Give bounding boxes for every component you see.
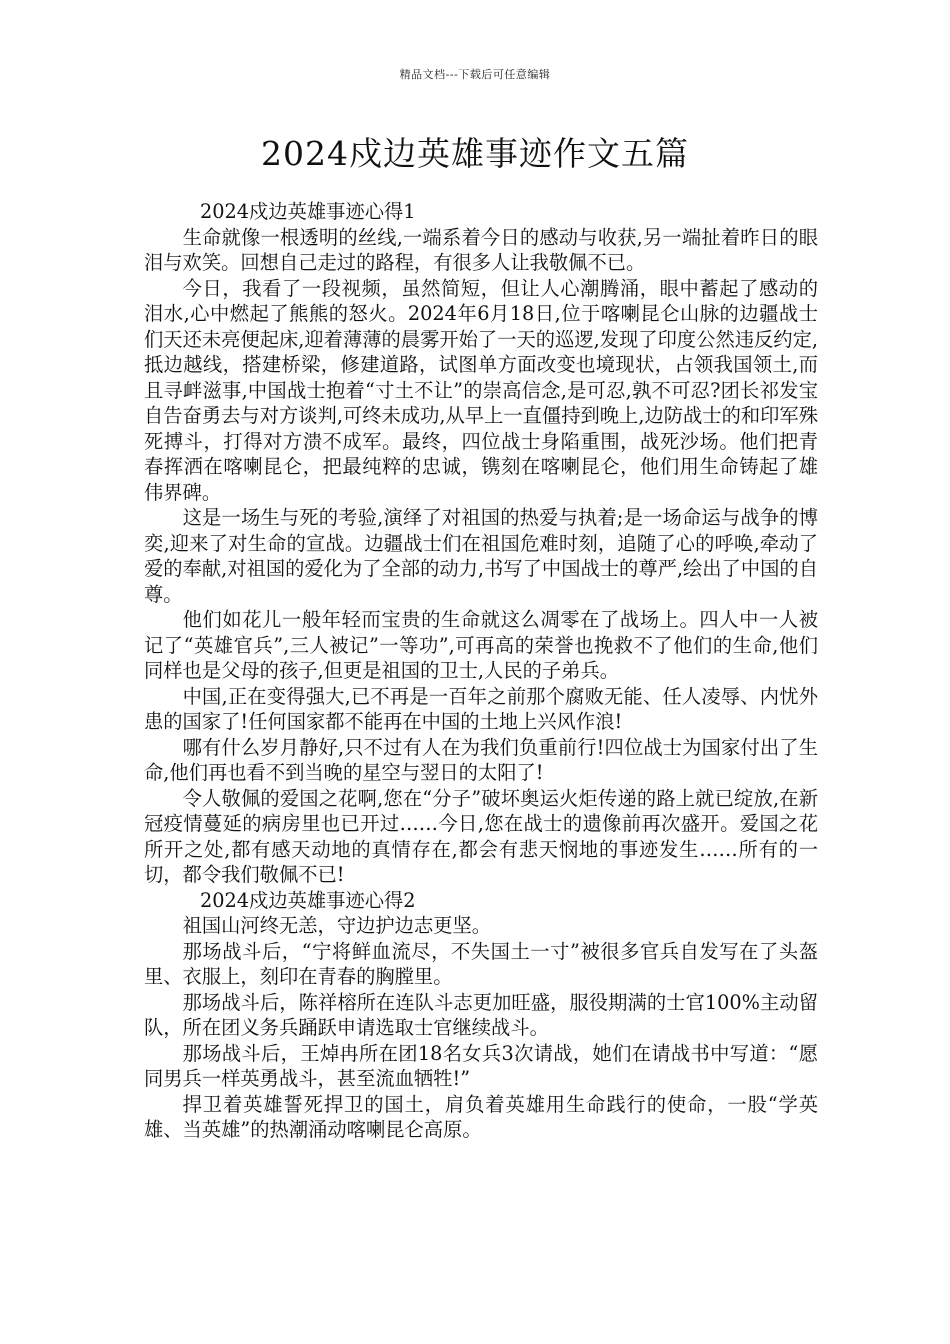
body-paragraph: 捍卫着英雄誓死捍卫的国土，肩负着英雄用生命践行的使命，一股“学英雄、当英雄”的热潮涌动喀喇昆仑高原。 (144, 1092, 818, 1141)
body-paragraph: 那场战斗后，王焯冉所在团18名女兵3次请战，她们在请战书中写道：“愿同男兵一样英勇战斗，甚至流血牺牲!” (144, 1041, 818, 1090)
body-paragraph: 祖国山河终无恙，守边护边志更坚。 (182, 914, 492, 937)
page-header-watermark: 精品文档---下载后可任意编辑 (399, 68, 551, 81)
body-paragraph: 哪有什么岁月静好,只不过有人在为我们负重前行!四位战士为国家付出了生命,他们再也看不到当晚的星空与翌日的太阳了! (144, 735, 818, 784)
body-paragraph: 那场战斗后，“宁将鲜血流尽，不失国土一寸”被很多官兵自发写在了头盔里、衣服上，刻印在青春的胸膛里。 (144, 939, 818, 988)
body-paragraph: 这是一场生与死的考验,演绎了对祖国的热爱与执着;是一场命运与战争的博奕,迎来了对生命的宣战。边疆战士们在祖国危难时刻，追随了心的呼唤,牵动了爱的奉献,对祖国的爱化为了全部的动力,书写了中国战士的尊严,绘出了中国的自尊。 (144, 506, 818, 606)
document-title: 2024戍边英雄事迹作文五篇 (261, 134, 689, 173)
body-paragraph: 中国,正在变得强大,已不再是一百年之前那个腐败无能、任人凌辱、内忧外患的国家了!任何国家都不能再在中国的土地上兴风作浪! (144, 684, 818, 733)
body-paragraph: 生命就像一根透明的丝线,一端系着今日的感动与收获,另一端扯着昨日的眼泪与欢笑。回想自己走过的路程，有很多人让我敬佩不已。 (144, 225, 818, 274)
section-heading: 2024戍边英雄事迹心得1 (199, 200, 416, 223)
body-paragraph: 那场战斗后，陈祥榕所在连队斗志更加旺盛，服役期满的士官100%主动留队，所在团义务兵踊跃申请选取士官继续战斗。 (144, 990, 818, 1039)
body-paragraph: 今日，我看了一段视频，虽然简短，但让人心潮腾涌，眼中蓄起了感动的泪水,心中燃起了熊熊的怒火。2024年6月18日,位于喀喇昆仑山脉的边疆战士们天还未亮便起床,迎着薄薄的晨雾开始了一天的巡逻,发现了印度公然违反约定,抵边越线，搭建桥梁，修建道路，试图单方面改变也境现状，占领我国领土,而且寻衅滋事,中国战士抱着“寸土不让”的崇高信念,是可忍,孰不可忍?团长祁发宝自告奋勇去与对方谈判,可终未成功,从早上一直僵持到晚上,边防战士的和印军殊死搏斗，打得对方溃不成军。最终，四位战士身陷重围，战死沙场。他们把青春挥洒在喀喇昆仑，把最纯粹的忠诚，镌刻在喀喇昆仑，他们用生命铸起了雄伟界碑。 (144, 276, 818, 504)
document-body (144, 199, 818, 1143)
body-paragraph: 他们如花儿一般年轻而宝贵的生命就这么凋零在了战场上。四人中一人被记了“英雄官兵”,三人被记”一等功”,可再高的荣誉也挽救不了他们的生命,他们同样也是父母的孩子,但更是祖国的卫士,人民的子弟兵。 (144, 608, 818, 682)
body-paragraph: 令人敬佩的爱国之花啊,您在“分子”破坏奥运火炬传递的路上就已绽放,在新冠疫情蔓延的病房里也已开过……今日,您在战士的遗像前再次盛开。爱国之花所开之处,都有感天动地的真情存在,都会有悲天悯地的事迹发生……所有的一切，都令我们敬佩不已! (144, 786, 818, 886)
section-heading: 2024戍边英雄事迹心得2 (199, 888, 416, 912)
